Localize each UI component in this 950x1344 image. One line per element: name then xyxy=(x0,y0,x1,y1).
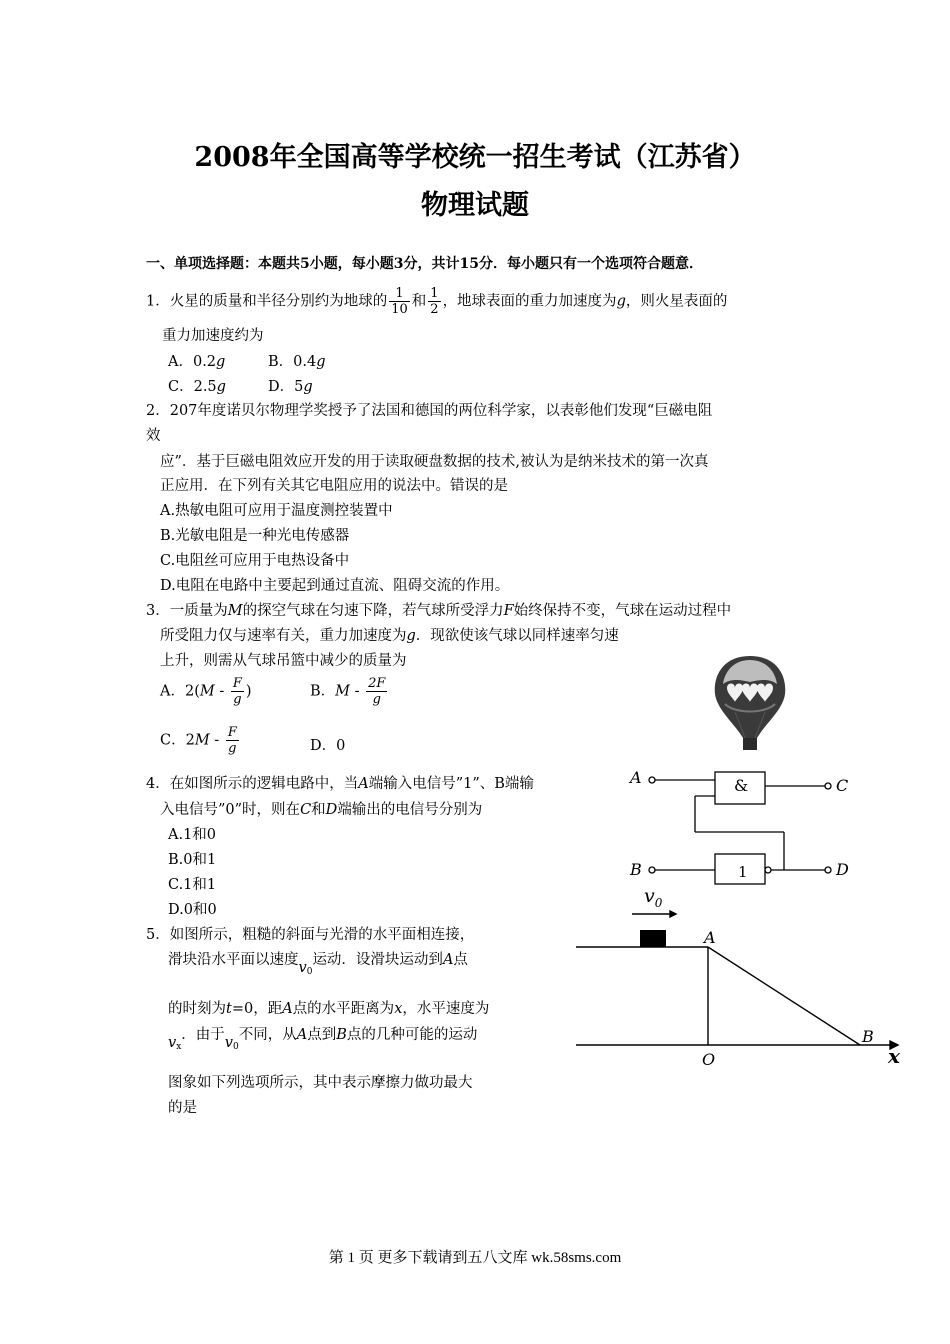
page-footer: 第 1 页 更多下载请到五八文库 wk.58sms.com xyxy=(328,1250,622,1266)
section-header: 一、单项选择题：本题共5小题，每小题3分，共计15分．每小题只有一个选项符合题意． xyxy=(146,256,703,272)
q2-stem-line2: 效 xyxy=(146,428,161,444)
q2-stem-line4: 正应用．在下列有关其它电阻应用的说法中。错误的是 xyxy=(160,478,508,494)
q5-stem-line3: 的时刻为t=0，距A点的水平距离为x，水平速度为 xyxy=(168,1001,490,1017)
circuit-label-c: C xyxy=(836,776,849,795)
incline-label-b: B xyxy=(862,1027,874,1046)
circuit-label-b: B xyxy=(630,860,642,879)
circuit-label-a: A xyxy=(630,768,642,787)
q1-stem-line2: 重力加速度约为 xyxy=(162,328,264,344)
q1-option-a: A．0.2g xyxy=(168,354,226,370)
fraction-one-half: $\frac{1}{2}$ xyxy=(430,286,439,317)
q5-stem-line1: 5．如图所示，粗糙的斜面与光滑的水平面相连接， xyxy=(146,927,475,943)
incline-diagram xyxy=(572,900,912,1075)
and-gate-label: & xyxy=(734,776,749,795)
incline-label-a: A xyxy=(704,928,716,947)
q2-stem-line3: 应”．基于巨磁电阻效应开发的用于读取硬盘数据的技术,被认为是纳米技术的第一次真 xyxy=(160,454,709,470)
velocity-label: $v_0$ xyxy=(644,885,663,910)
q4-option-d: D.0和0 xyxy=(168,902,217,918)
q3-option-d: D．0 xyxy=(310,738,346,754)
q4-stem-line2: 入电信号”0”时，则在C和D端输出的电信号分别为 xyxy=(160,802,483,818)
hot-air-balloon-image xyxy=(705,652,795,756)
q4-option-b: B.0和1 xyxy=(168,852,217,868)
q4-option-c: C.1和1 xyxy=(168,877,217,893)
q2-option-d: D.电阻在电路中主要起到通过直流、阻碍交流的作用。 xyxy=(160,578,510,594)
q3-stem-line3: 上升，则需从气球吊篮中减少的质量为 xyxy=(160,653,407,669)
q5-stem-line5: 图象如下列选项所示，其中表示摩擦力做功最大 xyxy=(168,1075,473,1091)
q1-option-c: C．2.5g xyxy=(168,379,226,395)
q3-stem-line2: 所受阻力仅与速率有关，重力加速度为g．现欲使该气球以同样速率匀速 xyxy=(160,628,619,644)
q3-option-b: B．M - $\frac{2F}{g}$ xyxy=(310,676,386,707)
exam-title: 2008年全国高等学校统一招生考试（江苏省） xyxy=(194,142,756,173)
q4-option-a: A.1和0 xyxy=(168,827,217,843)
q2-stem-line1: 2．207年度诺贝尔物理学奖授予了法国和德国的两位科学家，以表彰他们发现“巨磁电阻 xyxy=(146,403,713,419)
subject-title: 物理试题 xyxy=(421,190,529,221)
q3-stem-line1: 3．一质量为M的探空气球在匀速下降，若气球所受浮力F始终保持不变，气球在运动过程中 xyxy=(146,603,732,619)
x-axis-label: x xyxy=(888,1044,900,1068)
q2-option-b: B.光敏电阻是一种光电传感器 xyxy=(160,528,350,544)
q3-option-c: C．2M - $\frac{F}{g}$ xyxy=(160,725,237,756)
q4-stem-line1: 4．在如图所示的逻辑电路中，当A端输入电信号”1”、B端输 xyxy=(146,776,534,792)
q5-stem-line4: $v_x$．由于$v_0$不同，从A点到B点的几种可能的运动 xyxy=(168,1027,478,1052)
q2-option-c: C.电阻丝可应用于电热设备中 xyxy=(160,553,350,569)
fraction-one-tenth: $\frac{1}{10}$ xyxy=(391,286,408,317)
q1-stem-line1: 1．火星的质量和半径分别约为地球的 $\frac{1}{10}$ 和 $\frac{1}{2}$ ，地球表面的重力加速度为g，则火星表面的 xyxy=(146,286,728,317)
not-gate-label: 1 xyxy=(738,863,748,881)
origin-label: O xyxy=(702,1050,716,1069)
q1-option-d: D．5g xyxy=(268,379,313,395)
q1-option-b: B．0.4g xyxy=(268,354,326,370)
circuit-label-d: D xyxy=(836,860,849,879)
q5-stem-line2: 滑块沿水平面以速度$v_0$运动．设滑块运动到A点 xyxy=(168,952,468,977)
q2-option-a: A.热敏电阻可应用于温度测控装置中 xyxy=(160,503,393,519)
q5-stem-line6: 的是 xyxy=(168,1100,197,1116)
q3-option-a: A．2(M - $\frac{F}{g}$ ) xyxy=(160,676,252,707)
